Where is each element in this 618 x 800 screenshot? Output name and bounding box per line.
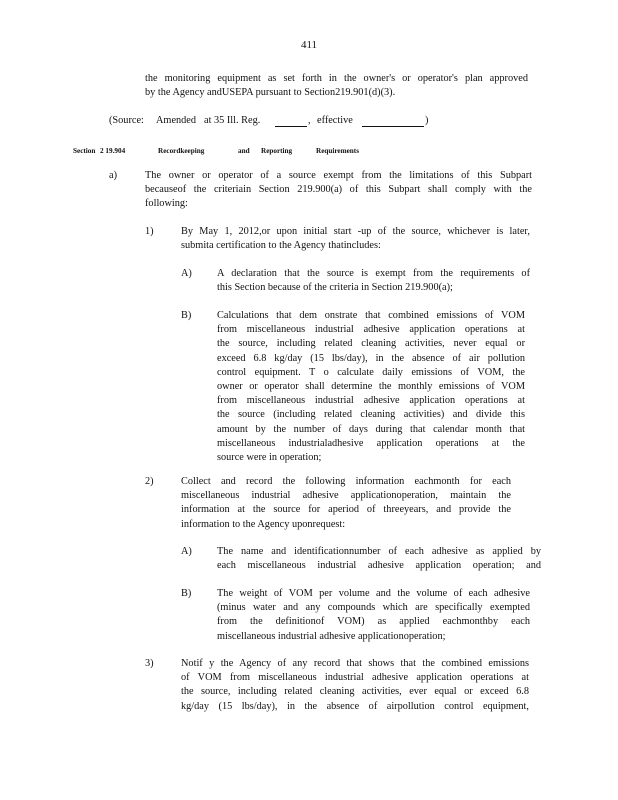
text-line: owner or operator shall determine the monthly emissions of VOM bbox=[217, 381, 525, 393]
intro-paragraph bbox=[145, 72, 528, 100]
item-2A-label: A) bbox=[181, 546, 192, 557]
para-a-label: a) bbox=[109, 170, 117, 181]
item-3 bbox=[181, 657, 529, 714]
text-line: of VOM from miscellaneous industrial adhesive application operations at bbox=[181, 672, 529, 684]
section-title-word: Reporting bbox=[261, 147, 293, 155]
text-line: each miscellaneous industrial adhesive application operation; and bbox=[217, 560, 541, 572]
text-line: information to the Agency uponrequest: bbox=[181, 518, 346, 530]
text-line: kg/day (15 lbs/day), in the absence of airpollution control equipment, bbox=[181, 700, 529, 712]
source-note bbox=[109, 114, 529, 129]
item-2 bbox=[181, 475, 511, 532]
item-1 bbox=[181, 225, 530, 253]
text-line: from the definitionof VOM) as applied eachmonthby each bbox=[217, 616, 530, 628]
text-line: By May 1, 2012,or upon initial start -up of the source, whichever is later, bbox=[181, 226, 530, 237]
text-line: The weight of VOM per volume and the volume of each adhesive bbox=[217, 588, 530, 599]
section-label: Section bbox=[73, 147, 96, 155]
section-number: 2 19.904 bbox=[100, 147, 126, 155]
text-line: control equipment. T o calculate daily emissions of VOM, the bbox=[217, 366, 525, 378]
text-line: source were in operation; bbox=[217, 452, 322, 464]
text-line: becauseof the criteriain Section 219.900(a) of this Subpart shall comply with the bbox=[145, 184, 532, 196]
text-line: the monitoring equipment as set forth in the owner's or operator's plan approved bbox=[145, 73, 528, 84]
text-line: Collect and record the following information eachmonth for each bbox=[181, 476, 511, 487]
source-label: (Source: bbox=[109, 115, 144, 126]
text-line: following: bbox=[145, 198, 188, 210]
section-title-word: Requirements bbox=[316, 147, 359, 155]
item-1A-label: A) bbox=[181, 268, 192, 279]
text-line: The owner or operator of a source exempt from the limitations of this Subpart bbox=[145, 170, 532, 181]
item-1B bbox=[217, 309, 525, 465]
item-1B-label: B) bbox=[181, 310, 192, 321]
text-line: (minus water and any compounds which are specifically exempted bbox=[217, 602, 530, 614]
effective-label: effective bbox=[317, 115, 353, 126]
item-2A bbox=[217, 545, 541, 573]
text-line: the source (including related cleaning activities) and divide this bbox=[217, 409, 525, 421]
item-2B-label: B) bbox=[181, 588, 192, 599]
text-line: by the Agency andUSEPA pursuant to Section219.901(d)(3). bbox=[145, 87, 396, 99]
section-title-word: and bbox=[238, 147, 250, 155]
text-line: from miscellaneous industrial adhesive application operations at bbox=[217, 324, 525, 336]
text-line: miscellaneous industrial adhesive applicationoperation, maintain the bbox=[181, 490, 511, 502]
text-line: from miscellaneous industrial adhesive application operations at bbox=[217, 395, 525, 407]
item-2-label: 2) bbox=[145, 476, 154, 487]
item-3-label: 3) bbox=[145, 658, 154, 669]
comma: , bbox=[308, 115, 311, 126]
text-line: The name and identificationnumber of each adhesive as applied by bbox=[217, 546, 541, 557]
text-line: submita certification to the Agency thatincludes: bbox=[181, 240, 381, 252]
text-line: A declaration that the source is exempt from the requirements of bbox=[217, 268, 530, 279]
effective-blank bbox=[362, 116, 424, 127]
amended-label: Amended bbox=[156, 115, 197, 126]
text-line: this Section because of the criteria in Section 219.900(a); bbox=[217, 282, 453, 294]
text-line: amount by the number of days during that calendar month that bbox=[217, 423, 525, 435]
register-label: at 35 Ill. Reg. bbox=[204, 115, 261, 126]
text-line: miscellaneous industrial adhesive applicationoperation; bbox=[217, 630, 446, 642]
text-line: the source, including related cleaning activities, ever equal or exceed 6.8 bbox=[181, 686, 529, 698]
text-line: miscellaneous industrialadhesive application operations at the bbox=[217, 437, 525, 449]
section-heading bbox=[73, 144, 373, 156]
item-1A bbox=[217, 267, 530, 295]
text-line: information at the source for aperiod of threeyears, and provide the bbox=[181, 504, 511, 516]
para-a bbox=[145, 169, 532, 212]
item-2B bbox=[217, 587, 530, 644]
text-line: exceed 6.8 kg/day (15 lbs/day), in the absence of air pollution bbox=[217, 352, 525, 364]
text-line: the source, including related cleaning activities, never equal or bbox=[217, 338, 525, 350]
close-paren: ) bbox=[425, 115, 429, 126]
register-blank bbox=[275, 116, 307, 127]
section-title-word: Recordkeeping bbox=[158, 147, 205, 155]
page-number: 411 bbox=[300, 39, 318, 51]
text-line: Calculations that dem onstrate that combined emissions of VOM bbox=[217, 310, 525, 321]
item-1-label: 1) bbox=[145, 226, 154, 237]
text-line: Notif y the Agency of any record that shows that the combined emissions bbox=[181, 658, 529, 669]
